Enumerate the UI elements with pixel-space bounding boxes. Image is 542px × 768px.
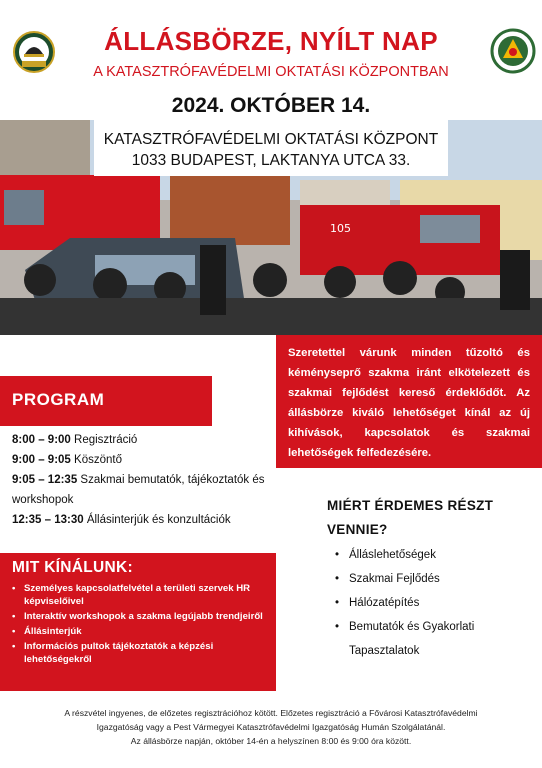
why-list bbox=[335, 543, 535, 663]
why-item-text: Álláslehetőségek bbox=[349, 549, 436, 561]
footer-note bbox=[20, 706, 522, 748]
schedule-item bbox=[12, 430, 267, 450]
schedule-time: 12:35 – 13:30 bbox=[12, 514, 84, 526]
program-heading: PROGRAM bbox=[0, 376, 212, 426]
why-item-text: Szakmai Fejlődés bbox=[349, 573, 440, 585]
list-item bbox=[12, 582, 264, 608]
list-item bbox=[335, 591, 535, 615]
bullet-icon: • bbox=[335, 549, 340, 561]
footer-line: A részvétel ingyenes, de előzetes regisztrációhoz kötött. Előzetes regisztráció a Fővárosi Katasztrófavédelmi bbox=[64, 708, 478, 718]
list-item bbox=[12, 640, 264, 666]
why-heading: MIÉRT ÉRDEMES RÉSZT VENNIE? bbox=[327, 498, 494, 537]
schedule-text: Köszöntő bbox=[70, 454, 122, 466]
bullet-icon: • bbox=[12, 626, 16, 637]
list-item bbox=[335, 615, 535, 663]
disaster-management-emblem-icon bbox=[490, 28, 536, 74]
truck-number: 105 bbox=[330, 222, 351, 235]
bullet-icon: • bbox=[335, 573, 340, 585]
address-line-2: 1033 BUDAPEST, LAKTANYA UTCA 33. bbox=[131, 152, 411, 169]
offer-item-text: Állásinterjúk bbox=[24, 626, 82, 637]
header bbox=[0, 0, 542, 120]
list-item bbox=[12, 610, 264, 623]
why-item-text: Bemutatók és Gyakorlati Tapasztalatok bbox=[349, 621, 475, 657]
offer-item-text: Interaktív workshopok a szakma legújabb trendjeiről bbox=[24, 611, 263, 622]
schedule-time: 8:00 – 9:00 bbox=[12, 434, 71, 446]
schedule-text: Szakmai bemutatók, tájékoztatók és workshopok bbox=[12, 474, 265, 506]
schedule-time: 9:05 – 12:35 bbox=[12, 474, 78, 486]
bullet-icon: • bbox=[335, 621, 340, 633]
why-item-text: Hálózatépítés bbox=[349, 597, 420, 609]
welcome-text: Szeretettel várunk minden tűzoltó és kéményseprő szakma iránt elkötelezett és szakmai fejlődést kereső érdeklődőt. Az állásbörze kiváló lehetőséget kínál az új kihívások, kapcsolatok és szakmai lehetőségek felfedezésére. bbox=[276, 335, 542, 468]
offer-item-text: Személyes kapcsolatfelvétel a területi szervek HR képviselőivel bbox=[24, 583, 251, 607]
schedule-item bbox=[12, 450, 267, 470]
page-subtitle: A KATASZTRÓFAVÉDELMI OKTATÁSI KÖZPONTBAN bbox=[93, 64, 449, 80]
offer-box bbox=[0, 553, 276, 691]
offer-item-text: Információs pultok tájékoztatók a képzési lehetőségekről bbox=[24, 641, 214, 665]
bullet-icon: • bbox=[12, 611, 16, 622]
schedule-text: Állásinterjúk és konzultációk bbox=[83, 514, 231, 526]
footer-line: Igazgatóság vagy a Pest Vármegyei Katasztrófavédelmi Igazgatóság Humán Szolgálatánál. bbox=[96, 722, 446, 732]
bullet-icon: • bbox=[335, 597, 340, 609]
schedule-time: 9:00 – 9:05 bbox=[12, 454, 71, 466]
list-item bbox=[12, 625, 264, 638]
schedule-item bbox=[12, 510, 267, 530]
event-date: 2024. OKTÓBER 14. bbox=[171, 94, 371, 117]
program-schedule bbox=[12, 430, 267, 530]
offer-list bbox=[12, 582, 264, 666]
schedule-item bbox=[12, 470, 267, 510]
footer-line: Az állásbörze napján, október 14-én a helyszínen 8:00 és 9:00 óra között. bbox=[130, 736, 412, 746]
bullet-icon: • bbox=[12, 583, 16, 594]
list-item bbox=[335, 543, 535, 567]
address-line-1: KATASZTRÓFAVÉDELMI OKTATÁSI KÖZPONT bbox=[103, 131, 439, 148]
schedule-text: Regisztráció bbox=[70, 434, 138, 446]
bullet-icon: • bbox=[12, 641, 16, 652]
address-box bbox=[94, 120, 448, 176]
page-title: ÁLLÁSBÖRZE, NYÍLT NAP bbox=[104, 26, 438, 56]
offer-heading: MIT KÍNÁLUNK: bbox=[12, 559, 133, 576]
list-item bbox=[335, 567, 535, 591]
